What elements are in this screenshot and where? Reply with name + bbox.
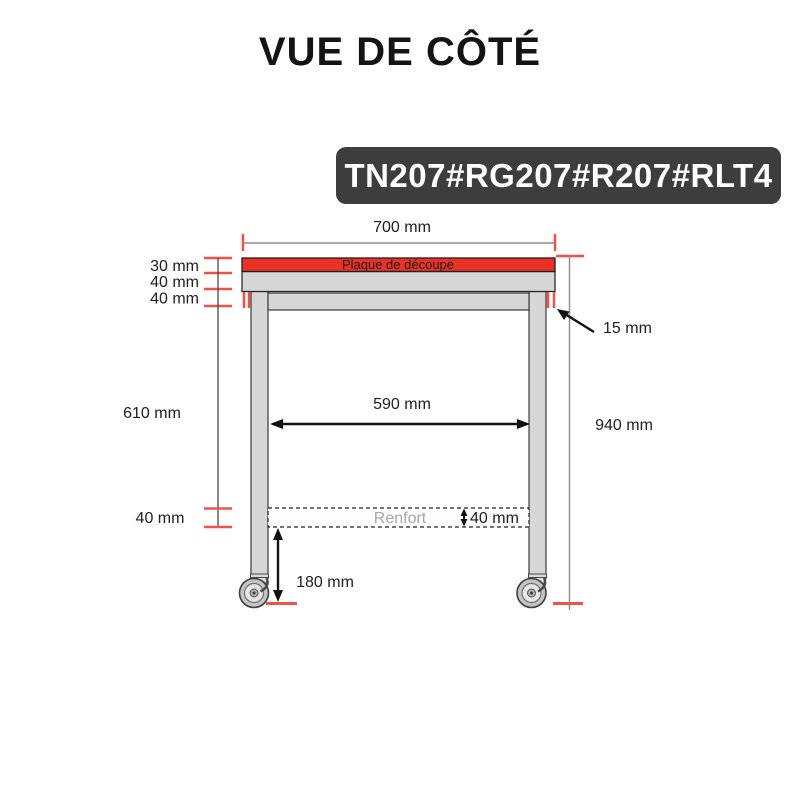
apron-rail [268, 293, 529, 310]
renfort-label: Renfort [373, 510, 427, 527]
table-structure [242, 258, 555, 575]
dim-top-width: 700 mm [373, 219, 431, 236]
caster-plate [529, 574, 547, 578]
dim-renfort-inner: 40 mm [470, 510, 519, 527]
dim-total-height: 940 mm [595, 417, 653, 434]
page-title: VUE DE CÔTÉ [258, 30, 542, 74]
left-caster [240, 574, 269, 608]
dim-apron-thickness: 40 mm [150, 290, 199, 308]
inner-width-arrowhead-right [517, 419, 530, 429]
dim-ground-clearance: 180 mm [296, 574, 354, 591]
product-code-text: TN207#RG207#R207#RLT4 [344, 156, 773, 194]
dim-inner-width: 590 mm [373, 396, 431, 413]
dim-under-height: 610 mm [123, 405, 181, 422]
clearance-arrowhead-up [273, 528, 283, 540]
caster-axle [253, 592, 256, 595]
dim-renfort-side: 40 mm [135, 510, 185, 527]
cutting-plate-label: Plaque de découpe [341, 257, 455, 272]
clearance-arrowhead-down [273, 590, 283, 602]
caster-plate [251, 574, 269, 578]
right-caster [517, 574, 547, 608]
inner-width-arrowhead-left [270, 419, 283, 429]
worktop-slab [242, 272, 555, 292]
dim-overhang: 15 mm [603, 320, 652, 337]
dim-plate-thickness: 30 mm [150, 258, 199, 275]
caster-axle [530, 592, 533, 595]
dim-frame-thickness: 40 mm [150, 274, 199, 291]
right-leg [529, 292, 546, 575]
left-leg [251, 292, 268, 575]
